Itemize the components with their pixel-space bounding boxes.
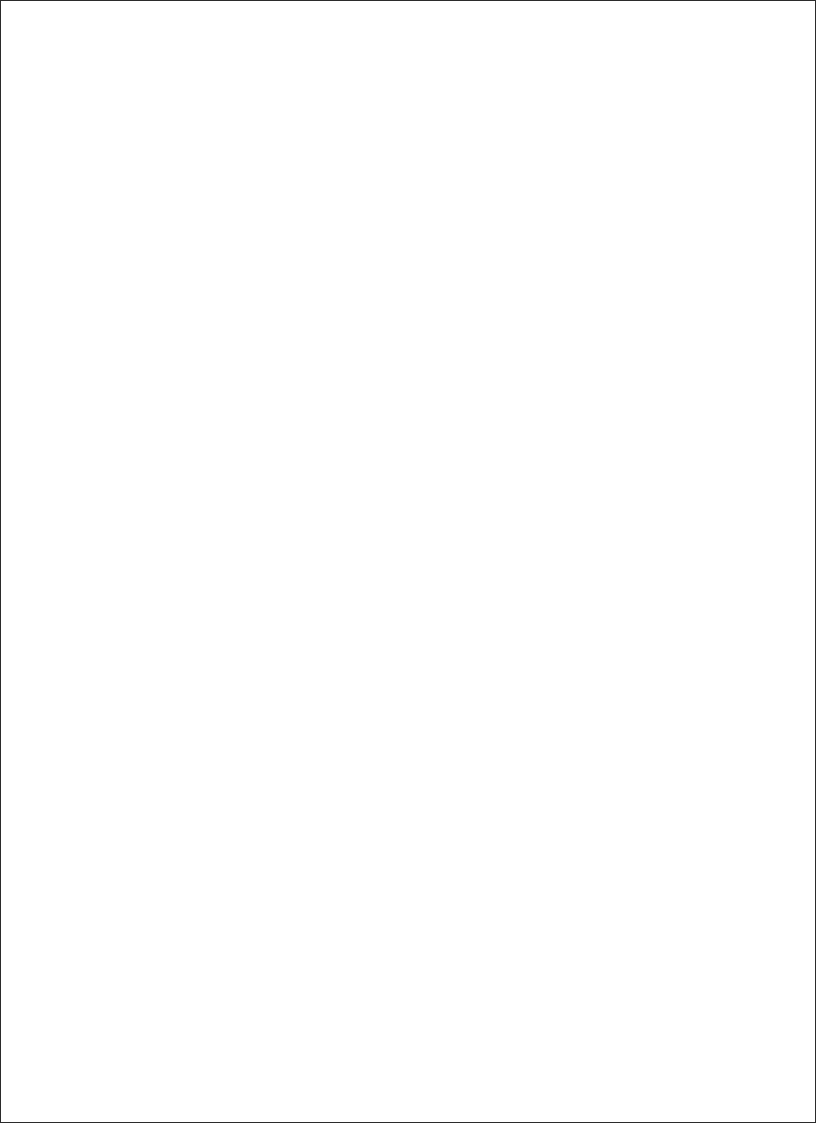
section-heading <box>118 591 768 616</box>
section-3-2-2 <box>118 591 768 616</box>
